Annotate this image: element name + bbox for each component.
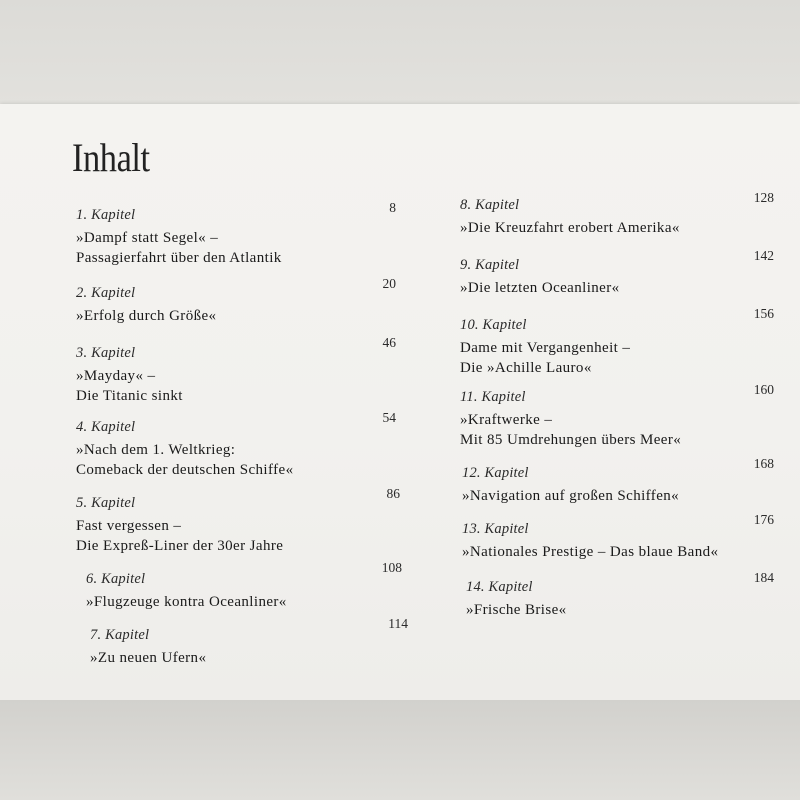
page-title: Inhalt: [72, 135, 150, 180]
page-number: 168: [753, 456, 774, 471]
page-number: 156: [753, 306, 774, 321]
chapter-label: 1. Kapitel: [76, 207, 136, 223]
toc-entry-chapter-9: [460, 256, 620, 298]
chapter-label: 9. Kapitel: [460, 257, 520, 273]
chapter-label: 12. Kapitel: [462, 465, 529, 481]
toc-entry-chapter-2: [76, 284, 216, 326]
toc-entry-chapter-7: [90, 626, 206, 668]
chapter-label: 2. Kapitel: [76, 285, 136, 301]
page-number: 8: [389, 200, 396, 215]
chapter-title-line-1: »Nach dem 1. Weltkrieg:: [76, 442, 236, 458]
chapter-title-line-2: Passagierfahrt über den Atlantik: [76, 250, 282, 266]
chapter-title-line-2: Die »Achille Lauro«: [460, 360, 592, 376]
toc-entry-chapter-10: [460, 316, 630, 378]
page-number: 114: [388, 616, 408, 631]
toc-entry-chapter-5: [76, 494, 283, 556]
page-number: 142: [753, 248, 774, 263]
chapter-title-line-1: »Die letzten Oceanliner«: [460, 280, 620, 296]
chapter-title-line-1: »Flugzeuge kontra Oceanliner«: [86, 594, 287, 610]
page-number: 86: [386, 486, 400, 501]
chapter-title-line-2: Die Expreß-Liner der 30er Jahre: [76, 538, 284, 554]
toc-entry-chapter-14: [466, 578, 567, 620]
chapter-label: 10. Kapitel: [460, 317, 527, 333]
toc-entry-chapter-12: [462, 464, 679, 506]
chapter-title-line-1: »Mayday« –: [76, 368, 156, 384]
chapter-label: 6. Kapitel: [86, 571, 146, 587]
background-bottom: [0, 700, 800, 800]
chapter-title-line-1: »Erfolg durch Größe«: [76, 308, 217, 324]
chapter-title-line-1: »Navigation auf großen Schiffen«: [462, 488, 680, 504]
page-number: 54: [382, 410, 396, 425]
chapter-label: 4. Kapitel: [76, 419, 136, 435]
chapter-label: 13. Kapitel: [462, 521, 529, 537]
chapter-title-line-1: Fast vergessen –: [76, 518, 182, 534]
chapter-title-line-1: Dame mit Vergangenheit –: [460, 340, 631, 356]
chapter-title-line-1: »Nationales Prestige – Das blaue Band«: [462, 544, 719, 560]
toc-entry-chapter-8: [460, 196, 680, 238]
background-top: [0, 0, 800, 104]
toc-entry-chapter-3: [76, 344, 183, 406]
page-number: 46: [382, 335, 396, 350]
toc-entry-chapter-1: [76, 206, 282, 268]
chapter-label: 8. Kapitel: [460, 197, 520, 213]
page-number: 176: [753, 512, 774, 527]
chapter-title-line-1: »Kraftwerke –: [460, 412, 553, 428]
toc-entry-chapter-6: [86, 570, 287, 612]
chapter-label: 5. Kapitel: [76, 495, 136, 511]
chapter-label: 14. Kapitel: [466, 579, 533, 595]
chapter-label: 7. Kapitel: [90, 627, 150, 643]
chapter-label: 11. Kapitel: [460, 389, 526, 405]
toc-entry-chapter-4: [76, 418, 293, 480]
chapter-title-line-1: »Zu neuen Ufern«: [90, 650, 207, 666]
page-number: 160: [753, 382, 774, 397]
page-number: 128: [753, 190, 774, 205]
chapter-title-line-1: »Frische Brise«: [466, 602, 567, 618]
chapter-title-line-1: »Die Kreuzfahrt erobert Amerika«: [460, 220, 680, 236]
chapter-title-line-2: Comeback der deutschen Schiffe«: [76, 462, 294, 478]
chapter-title-line-1: »Dampf statt Segel« –: [76, 230, 219, 246]
page-number: 108: [381, 560, 402, 575]
page-number: 184: [753, 570, 774, 585]
page-number: 20: [382, 276, 396, 291]
chapter-title-line-2: Die Titanic sinkt: [76, 388, 183, 404]
toc-entry-chapter-13: [462, 520, 718, 562]
chapter-title-line-2: Mit 85 Umdrehungen übers Meer«: [460, 432, 682, 448]
chapter-label: 3. Kapitel: [76, 345, 136, 361]
toc-entry-chapter-11: [460, 388, 681, 450]
